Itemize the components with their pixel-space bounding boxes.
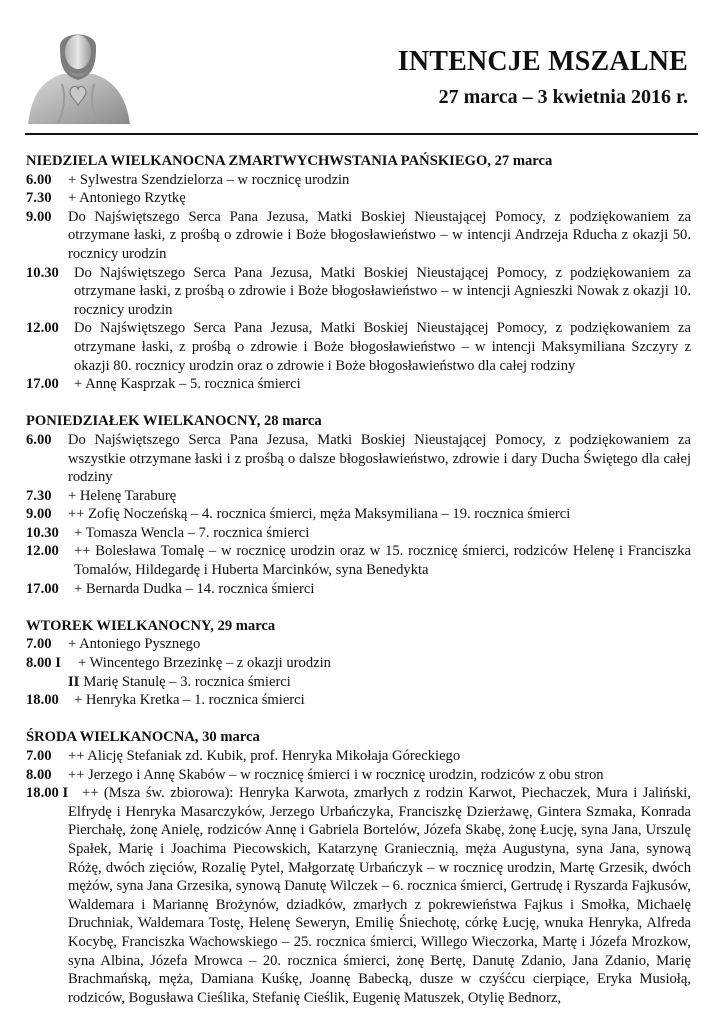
mass-time: 18.00 [26, 785, 59, 802]
mass-entry [26, 635, 691, 654]
mass-time: 7.30 [26, 487, 52, 504]
mass-time: 10.30 [26, 524, 59, 541]
day-section-sunday [26, 152, 691, 394]
mass-time: 9.00 [26, 506, 52, 523]
mass-time: 9.00 [26, 208, 52, 225]
mass-entry [26, 524, 691, 543]
mass-entry [26, 747, 691, 766]
mass-intention: ++ Jerzego i Annę Skabów – w rocznicę śmierci i w rocznicę urodzin, rodziców z obu stron [68, 766, 604, 783]
day-section-monday [26, 412, 691, 598]
mass-intention: + Antoniego Rzytkę [68, 190, 186, 207]
mass-entry [26, 487, 691, 506]
mass-time: 10.30 [26, 264, 59, 281]
mass-number: II [68, 673, 80, 690]
mass-intention: Do Najświętszego Serca Pana Jezusa, Matki Boskiej Nieustającej Pomocy, z podziękowaniem za otrzymane łaski, z prośbą o zdrowie i Boże błogosławieństwo – w intencji Agnieszki Nowak z okazji 10. rocznicy urodzin [74, 264, 691, 318]
page-title: INTENCJE MSZALNE [397, 46, 688, 77]
mass-intention: + Tomasza Wencla – 7. rocznica śmierci [74, 524, 310, 541]
mass-entry [26, 784, 691, 1007]
mass-entry [26, 319, 691, 375]
mass-time: 6.00 [26, 171, 52, 188]
mass-intention: Marię Stanulę – 3. rocznica śmierci [83, 673, 291, 690]
day-heading: PONIEDZIAŁEK WIELKANOCNY, 28 marca [26, 413, 322, 430]
mass-time: 7.30 [26, 190, 52, 207]
mass-time: 12.00 [26, 320, 59, 337]
mass-intention: + Wincentego Brzezinkę – z okazji urodzin [78, 655, 331, 672]
header [0, 0, 724, 140]
mass-entry [26, 580, 691, 599]
mass-time: 7.00 [26, 748, 52, 764]
mass-entry [26, 766, 691, 785]
intentions-list [26, 152, 691, 1026]
mass-time: 12.00 [26, 543, 59, 560]
mass-entry [26, 375, 691, 394]
mass-time: 7.00 [26, 636, 52, 653]
mass-intention: ++ (Msza św. zbiorowa): Henryka Karwota, zmarłych z rodzin Karwot, Piechaczek, Mura i Jaliński, Elfrydę i Henryka Masarczyków, Jerzego Urbańczyka, Franciszkę Dzierżawę, Gintera Szmaka, Konrada Pierchałę, żonę Anielę, rodziców Annę i Gabriela Bortelów, Józefa Skabę, żonę Łucję, syna Jana, Urszulę Spałek, Marię i Joachima Piecowskich, Katarzynę Graniecznią, męża Augustyna, syna Jana, synową Różę, dwóch zięciów, Rozalię Pytel, Małgorzatę Urbańczyk – w rocznicę urodzin, Martę Grzesik, dwóch mężów, syna Jana Grzesika, synową Danutę Wilczek – 6. rocznica śmierci, Gertrudę i Ryszarda Fajkusów, Waldemara i Mariannę Brożynów, dziadków, zmarłych z pokrewieństwa Fajkus i Smołka, Michaelę Druchniak, Waldemara Tostę, Helenę Seweryn, Emilię Śniechotę, córkę Łucję, wnuka Henryka, Alfreda Kocybę, Franciszka Wachowskiego – 25. rocznica śmierci, Willego Wieczorka, Martę i Józefa Mrozkow, syna Albina, Józefa Mrowca – 20. rocznica śmierci, żonę Bertę, Danutę Zdanio, Jana Zdanio, Marię Brachmańską, męża, Damiana Kuśkę, Joannę Babecką, dusze w czyśćcu cierpiące, Eryka Musiołą, rodziców, Bogusława Cieślika, Stefanię Cieślik, Eugenię Matuszek, Otylię Bednorz, [68, 785, 691, 1006]
mass-entry [26, 189, 691, 208]
day-heading: WTOREK WIELKANOCNY, 29 marca [26, 617, 276, 634]
mass-intention: Do Najświętszego Serca Pana Jezusa, Matki Boskiej Nieustającej Pomocy, z podziękowaniem za otrzymane łaski, z prośbą o zdrowie i Boże błogosławieństwo – w intencji Andrzeja Rducha z okazji 50. rocznicy urodzin [68, 208, 691, 262]
mass-entry [26, 431, 691, 487]
mass-time: 6.00 [26, 431, 52, 448]
mass-time: 17.00 [26, 580, 59, 597]
day-section-tuesday [26, 617, 691, 710]
mass-time: 8.00 [26, 655, 52, 672]
mass-entry [26, 264, 691, 320]
mass-time: 8.00 [26, 766, 52, 783]
mass-intention: + Antoniego Pysznego [68, 636, 201, 653]
mass-intention: Do Najświętszego Serca Pana Jezusa, Matki Boskiej Nieustającej Pomocy, z podziękowaniem za wszystkie otrzymane łaski i z prośbą o dalsze błogosławieństwo, zdrowie i dary Ducha Świętego dla całej rodziny [68, 431, 691, 486]
mass-intention: ++ Alicję Stefaniak zd. Kubik, prof. Henryka Mikołaja Góreckiego [68, 748, 461, 764]
mass-intention: + Helenę Taraburę [68, 487, 177, 504]
day-heading: NIEDZIELA WIELKANOCNA ZMARTWYCHWSTANIA PAŃSKIEGO, 27 marca [26, 153, 553, 169]
mass-entry [26, 171, 691, 190]
mass-intention: + Annę Kasprzak – 5. rocznica śmierci [74, 376, 301, 393]
mass-time: 17.00 [26, 376, 59, 393]
mass-entry [26, 691, 691, 710]
mass-number: I [55, 655, 61, 672]
mass-intention: ++ Zofię Noczeńską – 4. rocznica śmierci, męża Maksymiliana – 19. rocznica śmierci [68, 506, 571, 523]
mass-entry [26, 505, 691, 524]
mass-intention: Do Najświętszego Serca Pana Jezusa, Matki Boskiej Nieustającej Pomocy, z podziękowaniem za otrzymane łaski, z prośbą o zdrowie i Boże błogosławieństwo – w intencji Maksymiliana Szczyry z okazji 80. rocznicy urodzin oraz o zdrowie i Boże błogosławieństwo dla całej rodziny [74, 320, 691, 374]
mass-intention: + Bernarda Dudka – 14. rocznica śmierci [74, 580, 315, 597]
jesus-statue-image [22, 22, 134, 124]
header-divider [25, 133, 698, 135]
day-heading: ŚRODA WIELKANOCNA, 30 marca [26, 729, 260, 746]
mass-entry [26, 542, 691, 579]
day-section-wednesday [26, 728, 691, 1007]
date-range: 27 marca – 3 kwietnia 2016 r. [438, 86, 688, 108]
mass-number: I [62, 785, 69, 802]
mass-entry [26, 654, 691, 673]
mass-entry [26, 673, 691, 692]
mass-intention: + Henryka Kretka – 1. rocznica śmierci [74, 692, 305, 709]
mass-entry [26, 208, 691, 264]
mass-intention: ++ Bolesława Tomalę – w rocznicę urodzin oraz w 15. rocznicę śmierci, rodziców Helenę i Franciszka Tomalów, Hildegardę i Huberta Marcinków, syna Benedykta [74, 543, 691, 579]
mass-time: 18.00 [26, 692, 59, 709]
mass-intention: + Sylwestra Szendzielorza – w rocznicę urodzin [68, 171, 350, 188]
